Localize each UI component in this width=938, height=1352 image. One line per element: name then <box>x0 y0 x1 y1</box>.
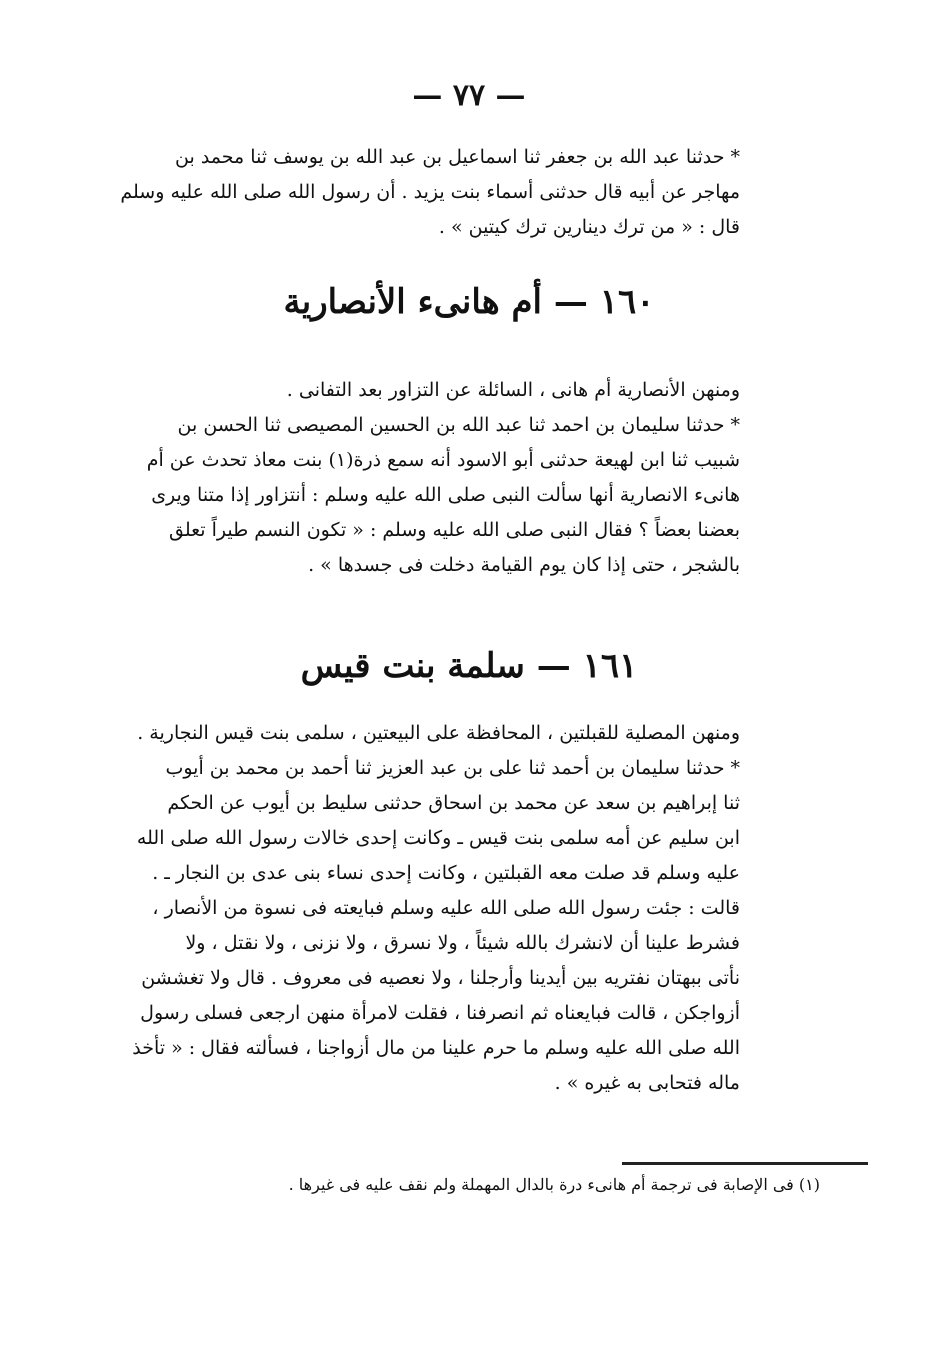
text-line: * حدثنا سليمان بن احمد ثنا عبد الله بن الحسين المصيصى ثنا الحسن بن <box>177 414 740 436</box>
page-number: — ٧٧ — <box>412 78 526 113</box>
text-line: قال : « من ترك دينارين ترك كيتين » . <box>438 216 740 238</box>
hadith-paragraph-1 <box>120 140 740 245</box>
text-line: الله صلى الله عليه وسلم ما حرم علينا من مال أزواجنا ، فسألته فقال : « تأخذ <box>132 1037 740 1059</box>
text-line: * حدثنا عبد الله بن جعفر ثنا اسماعيل بن عبد الله بن يوسف ثنا محمد بن <box>175 146 740 168</box>
text-line: هانىء الانصارية أنها سألت النبى صلى الله عليه وسلم : أنتزاور إذا متنا ويرى <box>151 484 740 506</box>
text-line: * حدثنا سليمان بن أحمد ثنا على بن عبد العزيز ثنا أحمد بن محمد بن أيوب <box>165 757 740 779</box>
section-heading-161: ١٦١ — سلمة بنت قيس <box>300 646 638 686</box>
text-line: ومنهن المصلية للقبلتين ، المحافظة على البيعتين ، سلمى بنت قيس النجارية . <box>137 722 740 744</box>
footnote: (١) فى الإصابة فى ترجمة أم هانىء درة بالدال المهملة ولم نقف عليه فى غيرها . <box>288 1175 820 1194</box>
text-line: فشرط علينا أن لانشرك بالله شيئاً ، ولا نسرق ، ولا نزنى ، ولا نقتل ، ولا <box>185 932 740 954</box>
text-line: شبيب ثنا ابن لهيعة حدثنى أبو الاسود أنه سمع ذرة(١) بنت معاذ تحدث عن أم <box>146 449 740 471</box>
text-line: بالشجر ، حتى إذا كان يوم القيامة دخلت فى جسدها » . <box>308 554 740 576</box>
biography-paragraph-salma <box>132 716 740 1101</box>
text-line: ماله فتحابى به غيره » . <box>554 1072 740 1094</box>
text-line: ومنهن الأنصارية أم هانى ، السائلة عن التزاور بعد التفانى . <box>286 379 740 401</box>
text-line: نأتى ببهتان نفتريه بين أيدينا وأرجلنا ، ولا نعصيه فى معروف . قال ولا تغششن <box>141 967 740 989</box>
text-line: بعضنا بعضاً ؟ فقال النبى صلى الله عليه وسلم : « تكون النسم طيراً تعلق <box>168 519 740 541</box>
text-line: قالت : جئت رسول الله صلى الله عليه وسلم فبايعته فى نسوة من الأنصار ، <box>152 897 740 919</box>
text-line: عليه وسلم قد صلت معه القبلتين ، وكانت إحدى نساء بنى عدى بن النجار ـ . <box>152 862 740 884</box>
text-line: أزواجكن ، قالت فبايعناه ثم انصرفنا ، فقلت لامرأة منهن ارجعى فسلى رسول <box>140 1002 740 1024</box>
text-line: ثنا إبراهيم بن سعد عن محمد بن اسحاق حدثنى سليط بن أيوب عن الحكم <box>167 792 740 814</box>
text-line: ابن سليم عن أمه سلمى بنت قيس ـ وكانت إحدى خالات رسول الله صلى الله <box>136 827 740 849</box>
footnote-divider <box>622 1162 868 1165</box>
section-heading-160: ١٦٠ — أم هانىء الأنصارية <box>283 282 655 322</box>
biography-paragraph-umm-hani <box>146 373 740 583</box>
text-line: مهاجر عن أبيه قال حدثنى أسماء بنت يزيد . أن رسول الله صلى الله عليه وسلم <box>120 181 740 203</box>
